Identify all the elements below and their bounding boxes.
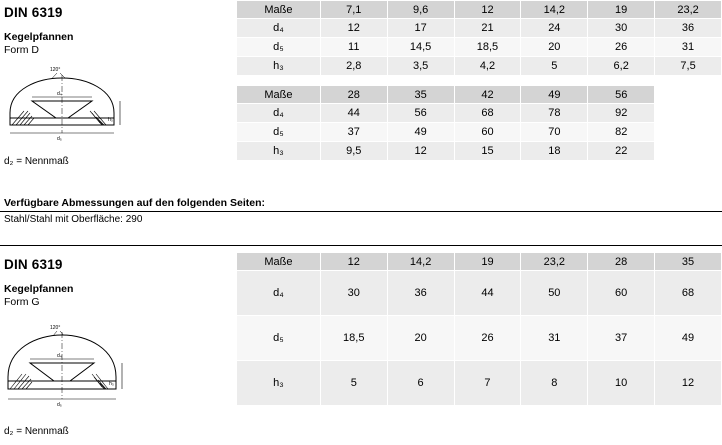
header-cell: 7,1 [320, 1, 387, 19]
cell: 9,5 [320, 142, 387, 161]
header-cell: 35 [655, 253, 722, 271]
cell: 37 [320, 123, 387, 142]
header-cell: 23,2 [655, 1, 722, 19]
cell: 7 [454, 361, 521, 406]
header-cell: 12 [320, 253, 387, 271]
cell: 26 [454, 316, 521, 361]
cell: 26 [588, 38, 655, 57]
cell: 21 [454, 19, 521, 38]
part-name-2: Kegelpfannen [4, 283, 74, 295]
drawing-svg-form-d [2, 61, 226, 153]
cell: 4,2 [454, 57, 521, 76]
header-cell: 42 [454, 86, 521, 104]
divider-rule-2 [0, 245, 722, 246]
section-2-tables [236, 252, 722, 406]
cell: 60 [588, 271, 655, 316]
cell: 8 [521, 361, 588, 406]
header-cell: 19 [588, 1, 655, 19]
cell: 6 [387, 361, 454, 406]
header-cell: 19 [454, 253, 521, 271]
dim-d5-label-2: d₅ [57, 402, 62, 408]
cell: 82 [588, 123, 655, 142]
dimension-table-3 [236, 252, 722, 406]
cell: 5 [320, 361, 387, 406]
cell: 24 [521, 19, 588, 38]
technical-drawing-form-d [2, 61, 228, 156]
cell-empty [655, 142, 722, 161]
cell: 18,5 [454, 38, 521, 57]
section-2-info [0, 252, 228, 437]
dim-h3-label-1: h₃ [108, 117, 113, 123]
cell: 36 [655, 19, 722, 38]
cell: 49 [387, 123, 454, 142]
header-cell: 35 [387, 86, 454, 104]
table-header-row [237, 86, 722, 104]
cell: 78 [521, 104, 588, 123]
cell: 31 [521, 316, 588, 361]
part-name-1: Kegelpfannen [4, 31, 74, 43]
cell: 92 [588, 104, 655, 123]
header-cell: 28 [320, 86, 387, 104]
table-row [237, 142, 722, 161]
section-form-g [0, 252, 722, 445]
cell: 70 [521, 123, 588, 142]
header-cell: 14,2 [387, 253, 454, 271]
header-cell: 23,2 [521, 253, 588, 271]
table-row [237, 123, 722, 142]
cell: 50 [521, 271, 588, 316]
cell-empty [655, 123, 722, 142]
cell: 5 [521, 57, 588, 76]
header-cell: Maße [237, 253, 321, 271]
cell: 14,5 [387, 38, 454, 57]
row-label: d₅ [237, 38, 321, 57]
header-cell: Maße [237, 86, 321, 104]
cell: 36 [387, 271, 454, 316]
dimension-table-2 [236, 85, 722, 161]
cell: 17 [387, 19, 454, 38]
drawing-svg-form-g [2, 319, 226, 423]
header-cell: 49 [521, 86, 588, 104]
section-form-d [0, 0, 722, 196]
part-form-2: Form G [4, 296, 40, 308]
row-label: h₃ [237, 142, 321, 161]
cell: 3,5 [387, 57, 454, 76]
table-header-row [237, 1, 722, 19]
row-label: d₅ [237, 123, 321, 142]
table-row [237, 361, 722, 406]
cell: 10 [588, 361, 655, 406]
table-row [237, 271, 722, 316]
dim-h3-label-2: h₃ [109, 381, 114, 387]
cell-empty [655, 104, 722, 123]
section-1-info [0, 0, 228, 167]
cell: 18 [521, 142, 588, 161]
dim-d4-label-2: d₄ [57, 353, 62, 359]
row-label: d₄ [237, 104, 321, 123]
dim-d5-label-1: d₅ [57, 136, 62, 142]
cell: 60 [454, 123, 521, 142]
row-label: d₄ [237, 19, 321, 38]
part-form-1: Form D [4, 44, 39, 56]
technical-drawing-form-g [2, 319, 228, 426]
din-standard-title-1: DIN 6319 [4, 5, 63, 20]
angle-label-1: 120° [50, 67, 61, 73]
row-label: d₄ [237, 271, 321, 316]
cell: 68 [655, 271, 722, 316]
angle-label-2: 120° [50, 325, 61, 331]
table-row [237, 38, 722, 57]
cell: 44 [320, 104, 387, 123]
availability-note [0, 197, 722, 225]
cell: 15 [454, 142, 521, 161]
nennmass-note-1: d₂ = Nennmaß [4, 156, 69, 167]
table-row [237, 19, 722, 38]
header-cell: 14,2 [521, 1, 588, 19]
cell: 12 [655, 361, 722, 406]
cell: 2,8 [320, 57, 387, 76]
header-cell: 12 [454, 1, 521, 19]
cell: 7,5 [655, 57, 722, 76]
cell: 18,5 [320, 316, 387, 361]
cell: 68 [454, 104, 521, 123]
cell: 49 [655, 316, 722, 361]
nennmass-note-2: d₂ = Nennmaß [4, 426, 69, 437]
table-row [237, 316, 722, 361]
availability-note-line2: Stahl/Stahl mit Oberfläche: 290 [4, 214, 143, 225]
header-cell-empty [655, 86, 722, 104]
header-cell: Maße [237, 1, 321, 19]
cell: 20 [521, 38, 588, 57]
dim-d4-label-1: d₄ [57, 91, 62, 97]
cell: 44 [454, 271, 521, 316]
cell: 6,2 [588, 57, 655, 76]
cell: 56 [387, 104, 454, 123]
divider-rule-1 [0, 211, 722, 212]
cell: 30 [588, 19, 655, 38]
header-cell: 28 [588, 253, 655, 271]
dimension-table-1 [236, 0, 722, 76]
row-label: h₃ [237, 57, 321, 76]
cell: 37 [588, 316, 655, 361]
cell: 12 [320, 19, 387, 38]
row-label: d₅ [237, 316, 321, 361]
cell: 12 [387, 142, 454, 161]
cell: 11 [320, 38, 387, 57]
cell: 31 [655, 38, 722, 57]
cell: 30 [320, 271, 387, 316]
table-row [237, 104, 722, 123]
row-label: h₃ [237, 361, 321, 406]
table-header-row [237, 253, 722, 271]
din-standard-title-2: DIN 6319 [4, 257, 63, 272]
section-1-tables [236, 0, 722, 161]
table-row [237, 57, 722, 76]
cell: 20 [387, 316, 454, 361]
header-cell: 56 [588, 86, 655, 104]
header-cell: 9,6 [387, 1, 454, 19]
cell: 22 [588, 142, 655, 161]
availability-note-line1: Verfügbare Abmessungen auf den folgenden Seiten: [4, 197, 265, 209]
